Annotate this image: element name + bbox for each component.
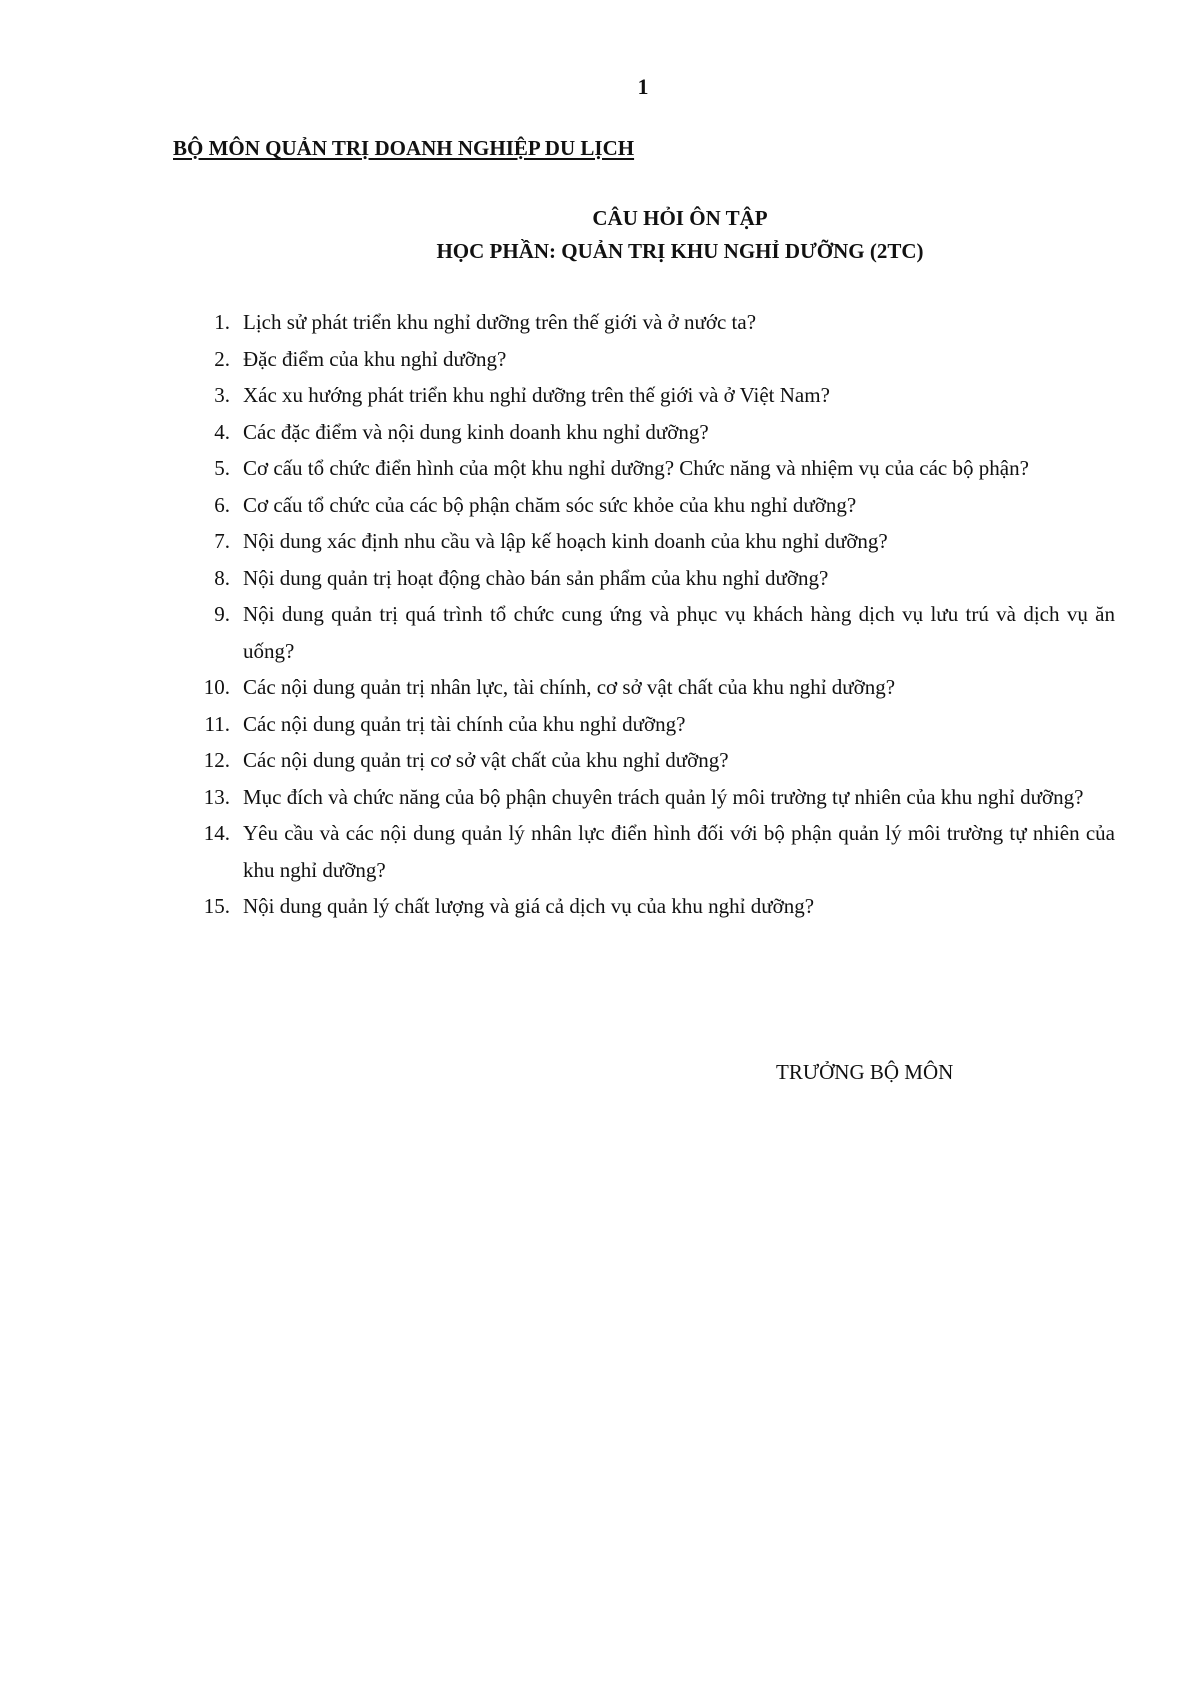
question-number: 4. <box>214 419 230 444</box>
question-text: Cơ cấu tổ chức của các bộ phận chăm sóc sức khỏe của khu nghỉ dưỡng? <box>243 492 857 517</box>
document-title: CÂU HỎI ÔN TẬP <box>592 206 768 230</box>
question-item <box>0 341 1200 378</box>
question-text: Lịch sử phát triển khu nghỉ dưỡng trên thế giới và ở nước ta? <box>243 310 757 334</box>
question-text: Đặc điểm của khu nghỉ dưỡng? <box>243 346 507 371</box>
question-number: 14. <box>203 821 230 845</box>
question-item <box>0 377 1200 414</box>
question-item <box>0 560 1200 597</box>
department-heading: BỘ MÔN QUẢN TRỊ DOANH NGHIỆP DU LỊCH <box>173 136 635 160</box>
question-number: 5. <box>214 456 230 480</box>
question-item <box>0 779 1200 816</box>
course-subtitle: HỌC PHẦN: QUẢN TRỊ KHU NGHỈ DƯỠNG (2TC) <box>436 239 924 263</box>
question-item <box>0 487 1200 524</box>
question-text: Yêu cầu và các nội dung quản lý nhân lực điển hình đối với bộ phận quản lý môi trường tự nhiên của khu nghỉ dưỡng? <box>243 821 1115 882</box>
question-text: Nội dung quản trị quá trình tổ chức cung ứng và phục vụ khách hàng dịch vụ lưu trú và dịch vụ ăn uống? <box>243 602 1115 663</box>
question-number: 1. <box>214 310 230 334</box>
signature-title: TRƯỞNG BỘ MÔN <box>776 1060 954 1084</box>
question-text: Các đặc điểm và nội dung kinh doanh khu nghỉ dưỡng? <box>243 419 709 444</box>
question-number: 15. <box>203 894 230 918</box>
title-block <box>380 202 980 268</box>
question-text: Nội dung xác định nhu cầu và lập kế hoạch kinh doanh của khu nghỉ dưỡng? <box>243 529 888 553</box>
question-number: 2. <box>214 346 230 371</box>
question-text: Các nội dung quản trị nhân lực, tài chính, cơ sở vật chất của khu nghỉ dưỡng? <box>243 675 896 699</box>
question-item <box>0 450 1200 487</box>
question-item <box>0 414 1200 451</box>
question-number: 13. <box>203 784 230 809</box>
question-item <box>0 304 1200 341</box>
question-item <box>0 523 1200 560</box>
question-text: Nội dung quản lý chất lượng và giá cả dịch vụ của khu nghỉ dưỡng? <box>243 894 815 918</box>
question-number: 11. <box>204 711 230 736</box>
question-item <box>0 706 1200 743</box>
page-number: 1 <box>637 74 649 99</box>
question-list <box>0 304 1200 925</box>
question-item <box>0 669 1200 706</box>
question-text: Các nội dung quản trị cơ sở vật chất của khu nghỉ dưỡng? <box>243 748 729 772</box>
question-text: Xác xu hướng phát triển khu nghỉ dưỡng trên thế giới và ở Việt Nam? <box>243 383 830 407</box>
question-number: 6. <box>214 492 230 517</box>
question-text: Các nội dung quản trị tài chính của khu nghỉ dưỡng? <box>243 711 686 736</box>
question-item <box>0 888 1200 925</box>
question-text: Cơ cấu tổ chức điển hình của một khu nghỉ dưỡng? Chức năng và nhiệm vụ của các bộ phận? <box>243 456 1029 480</box>
question-number: 3. <box>214 383 230 407</box>
question-item <box>0 596 1200 669</box>
question-item <box>0 742 1200 779</box>
question-number: 8. <box>214 565 230 590</box>
question-text: Mục đích và chức năng của bộ phận chuyên trách quản lý môi trường tự nhiên của khu nghỉ dưỡng? <box>243 784 1084 809</box>
question-number: 9. <box>214 602 230 626</box>
question-number: 10. <box>203 675 230 699</box>
question-number: 12. <box>203 748 230 772</box>
question-item <box>0 815 1200 888</box>
question-number: 7. <box>214 529 230 553</box>
question-text: Nội dung quản trị hoạt động chào bán sản phẩm của khu nghỉ dưỡng? <box>243 565 829 590</box>
